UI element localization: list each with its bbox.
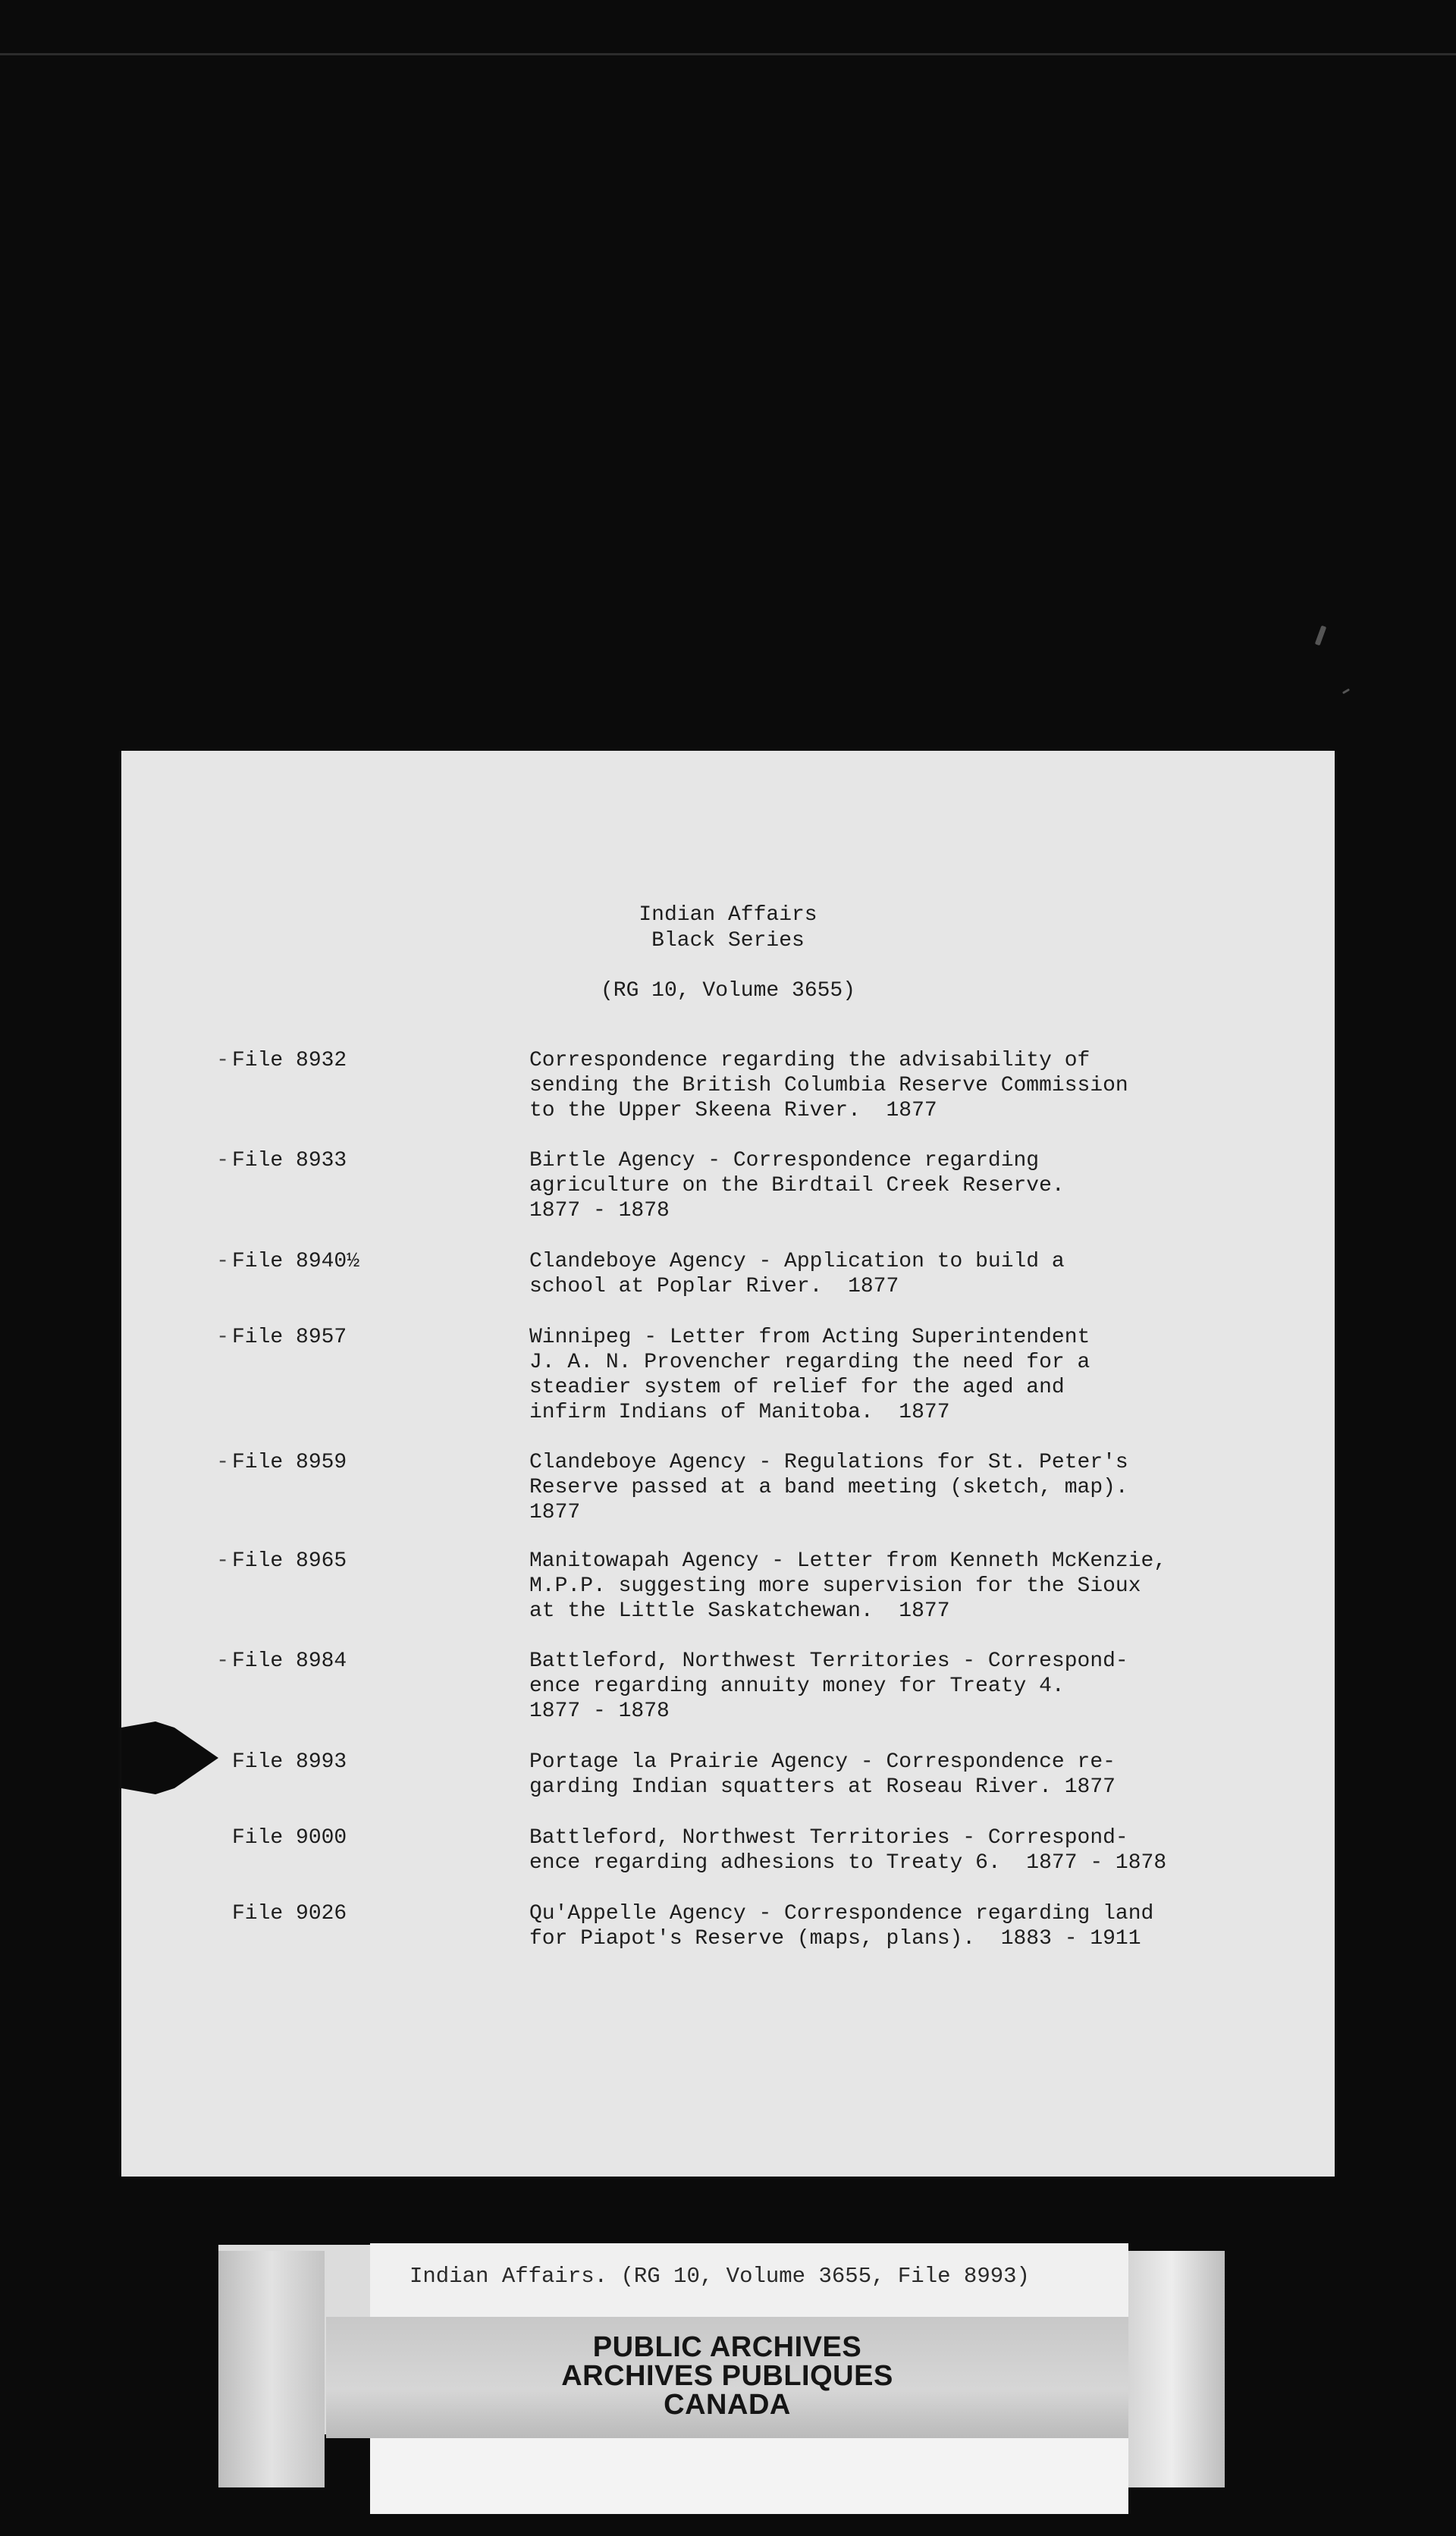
document-title: Indian Affairs bbox=[639, 903, 817, 927]
file-number: File 8959 bbox=[232, 1451, 347, 1474]
file-number: File 8940½ bbox=[232, 1250, 360, 1273]
file-description: Winnipeg - Letter from Acting Superintendent J. A. N. Provencher regarding the need for a steadier system of relief for the aged and infirm Indians of Manitoba. 1877 bbox=[529, 1326, 1090, 1424]
file-description: Clandeboye Agency - Regulations for St. Peter's Reserve passed at a band meeting (sketch, map). 1877 bbox=[529, 1451, 1128, 1524]
check-mark: - bbox=[216, 1049, 229, 1072]
archive-stamp-line: ARCHIVES PUBLIQUES bbox=[561, 2360, 893, 2392]
file-description: Birtle Agency - Correspondence regarding agriculture on the Birdtail Creek Reserve. 1877 - 1878 bbox=[529, 1149, 1065, 1222]
check-mark: - bbox=[216, 1149, 229, 1172]
file-number: File 8933 bbox=[232, 1149, 347, 1172]
archive-stamp-line: PUBLIC ARCHIVES bbox=[592, 2331, 862, 2363]
archive-stamp-line: CANADA bbox=[664, 2389, 791, 2421]
check-mark: - bbox=[216, 1326, 229, 1349]
check-mark: - bbox=[216, 1451, 229, 1474]
pointer-arrow-icon bbox=[121, 1720, 220, 1796]
document-sheet bbox=[121, 751, 1335, 2177]
document-reference: (RG 10, Volume 3655) bbox=[600, 979, 856, 1003]
document-series: Black Series bbox=[651, 929, 805, 953]
file-description: Manitowapah Agency - Letter from Kenneth McKenzie, M.P.P. suggesting more supervision for the Sioux at the Little Saskatchewan. 1877 bbox=[529, 1549, 1167, 1623]
file-description: Portage la Prairie Agency - Correspondence re- garding Indian squatters at Roseau River. 1877 bbox=[529, 1750, 1116, 1799]
file-description: Qu'Appelle Agency - Correspondence regarding land for Piapot's Reserve (maps, plans). 1883 - 1911 bbox=[529, 1902, 1154, 1951]
film-speck bbox=[1315, 626, 1326, 646]
check-mark: - bbox=[216, 1250, 229, 1273]
check-mark: - bbox=[216, 1649, 229, 1673]
tape-left bbox=[218, 2251, 325, 2487]
file-number: File 9026 bbox=[232, 1902, 347, 1926]
file-description: Correspondence regarding the advisability of sending the British Columbia Reserve Commission to the Upper Skeena River. 1877 bbox=[529, 1049, 1128, 1122]
file-number: File 8993 bbox=[232, 1750, 347, 1774]
file-number: File 8957 bbox=[232, 1326, 347, 1349]
check-mark: - bbox=[216, 1549, 229, 1573]
top-rule bbox=[0, 53, 1456, 55]
file-number: File 9000 bbox=[232, 1826, 347, 1850]
index-label-text: Indian Affairs. (RG 10, Volume 3655, File 8993) bbox=[410, 2264, 1030, 2289]
tape-right bbox=[1119, 2251, 1225, 2487]
file-number: File 8984 bbox=[232, 1649, 347, 1673]
file-description: Clandeboye Agency - Application to build a school at Poplar River. 1877 bbox=[529, 1250, 1065, 1298]
file-number: File 8932 bbox=[232, 1049, 347, 1072]
label-bottom bbox=[370, 2438, 1128, 2514]
film-speck bbox=[1342, 689, 1350, 695]
file-description: Battleford, Northwest Territories - Correspond- ence regarding annuity money for Treaty 4. 1877 - 1878 bbox=[529, 1649, 1128, 1723]
file-number: File 8965 bbox=[232, 1549, 347, 1573]
file-description: Battleford, Northwest Territories - Correspond- ence regarding adhesions to Treaty 6. 1877 - 1878 bbox=[529, 1826, 1167, 1875]
